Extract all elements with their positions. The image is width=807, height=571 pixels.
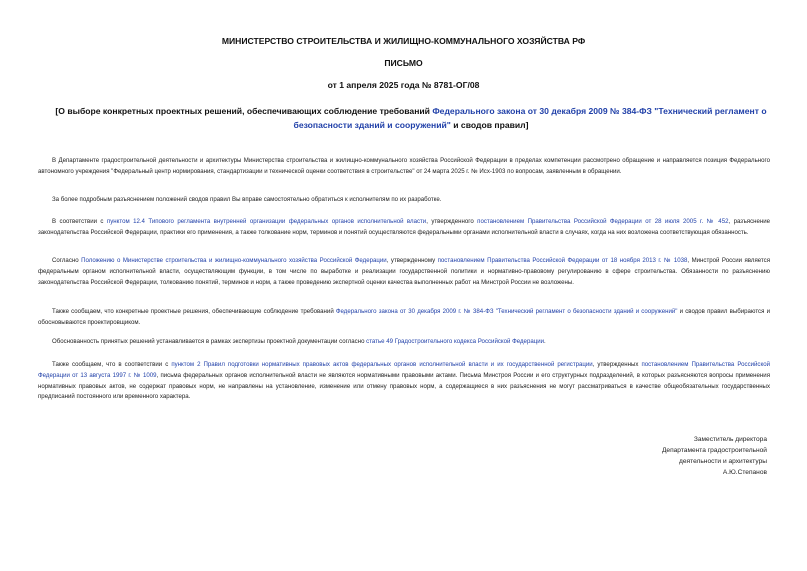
paragraph-7: [38, 360, 770, 403]
title-prefix: [О выборе конкретных проектных решений, обеспечивающих соблюдение требований: [55, 106, 433, 116]
paragraph-5-text: Также сообщаем, что конкретные проектные решения, обеспечивающие соблюдение требований: [52, 308, 336, 315]
link-urban-code-art49[interactable]: статье 49 Градостроительного кодекса Российской Федерации: [366, 338, 545, 345]
link-ministry-regulation[interactable]: Положению о Министерстве строительства и жилищно-коммунального хозяйства Российской Федерации: [81, 257, 387, 264]
document-type: ПИСЬМО: [384, 58, 423, 68]
paragraph-2-text: За более подробным разъяснением положений сводов правил Вы вправе самостоятельно обратиться к исполнителям по их разработке.: [52, 196, 442, 203]
link-resolution-452[interactable]: постановлением Правительства Российской Федерации от 28 июля 2005 г. № 452: [477, 218, 729, 225]
paragraph-4-text: Согласно: [52, 257, 82, 264]
link-resolution-1038[interactable]: постановлением Правительства Российской Федерации от 18 ноября 2013 г. № 1038: [437, 257, 688, 264]
paragraph-4-text: , Минстрой России является федеральным органом исполнительной власти, осуществляющим функции, в том числе по выработке и реализации государственной политики и нормативно-правовому регулированию в сфере строительства. Обязанности по разъяснению законодательства Российской Федерации, толкованию понятий, терминов и норм, а также проведению экспертной оценки качества выполненных работ на Минстрой России не возложены.: [38, 257, 770, 286]
document-date-number: от 1 апреля 2025 года № 8781-ОГ/08: [327, 80, 480, 90]
signature-block: [662, 434, 767, 478]
paragraph-3-text: В соответствии с: [52, 218, 107, 225]
paragraph-6-text: Обоснованность принятых решений устанавливается в рамках экспертизы проектной документации согласно: [52, 338, 367, 345]
paragraph-2: [38, 195, 770, 206]
paragraph-5-text: и сводов правил выбираются и обосновываются проектировщиком.: [38, 308, 771, 326]
paragraph-6: [38, 337, 770, 348]
link-rules-normative-acts[interactable]: пунктом 2 Правил подготовки нормативных правовых актов федеральных органов исполнительной власти и их государственной регистрации: [171, 361, 593, 368]
signature-position: Заместитель директора: [693, 436, 767, 443]
ministry-heading: МИНИСТЕРСТВО СТРОИТЕЛЬСТВА И ЖИЛИЩНО-КОММУНАЛЬНОГО ХОЗЯЙСТВА РФ: [221, 36, 586, 46]
title-suffix: и сводов правил]: [450, 120, 529, 130]
signature-name: А.Ю.Степанов: [722, 469, 767, 476]
title-law-link[interactable]: Федерального закона от 30 декабря 2009 № 384-ФЗ "Технический регламент о безопасности зданий и сооружений": [293, 106, 767, 130]
paragraph-3-text: , разъяснение законодательства Российской Федерации, практики его применения, а также толкование норм, терминов и понятий осуществляются федеральными органами исполнительной власти в случаях, когда на них возложена соответствующая обязанность.: [38, 218, 771, 236]
paragraph-6-text: .: [544, 338, 546, 345]
paragraph-7-text: Также сообщаем, что в соответствии с: [52, 361, 172, 368]
paragraph-4: [38, 256, 770, 288]
paragraph-1-text: В Департаменте градостроительной деятельности и архитектуры Министерства строительства и жилищно-коммунального хозяйства Российской Федерации в пределах компетенции рассмотрено обращение и направляется позиция Федерального автономного учреждения "Федеральный центр нормирования, стандартизации и технической оценки соответствия в строительстве" от 24 марта 2025 г. № Исх-1903 по вопросам, заявленным в обращении.: [38, 157, 770, 175]
paragraph-7-text: , письма федеральных органов исполнительной власти не являются нормативными правовыми актами. Письма Минстроя России и его структурных подразделений, в которых разъясняются вопросы применения нормативных правовых актов, не содержат правовых норм, не направлены на установление, изменение или отмену правовых норм, а содержащиеся в них разъяснения не могут рассматриваться в качестве общеобязательных государственных предписаний постоянного или временного характера.: [38, 371, 770, 401]
paragraph-5: [38, 307, 770, 329]
paragraph-4-text: , утвержденному: [386, 257, 438, 264]
link-resolution-1009[interactable]: постановлением Правительства Российской Федерации от 13 августа 1997 г. № 1009: [38, 361, 770, 379]
paragraph-7-text: , утвержденных: [592, 361, 642, 368]
paragraph-3: [38, 217, 770, 239]
signature-department: Департамента градостроительной: [661, 447, 767, 454]
paragraph-1: [38, 156, 770, 178]
link-federal-law-384[interactable]: Федерального закона от 30 декабря 2009 г. № 384-ФЗ "Технический регламент о безопасности зданий и сооружений": [335, 308, 678, 315]
document-title: [46, 104, 776, 132]
link-typical-regulation[interactable]: пунктом 12.4 Типового регламента внутренней организации федеральных органов исполнительной власти: [106, 218, 427, 225]
paragraph-3-text: , утвержденного: [426, 218, 478, 225]
signature-department-cont: деятельности и архитектуры: [679, 458, 767, 465]
